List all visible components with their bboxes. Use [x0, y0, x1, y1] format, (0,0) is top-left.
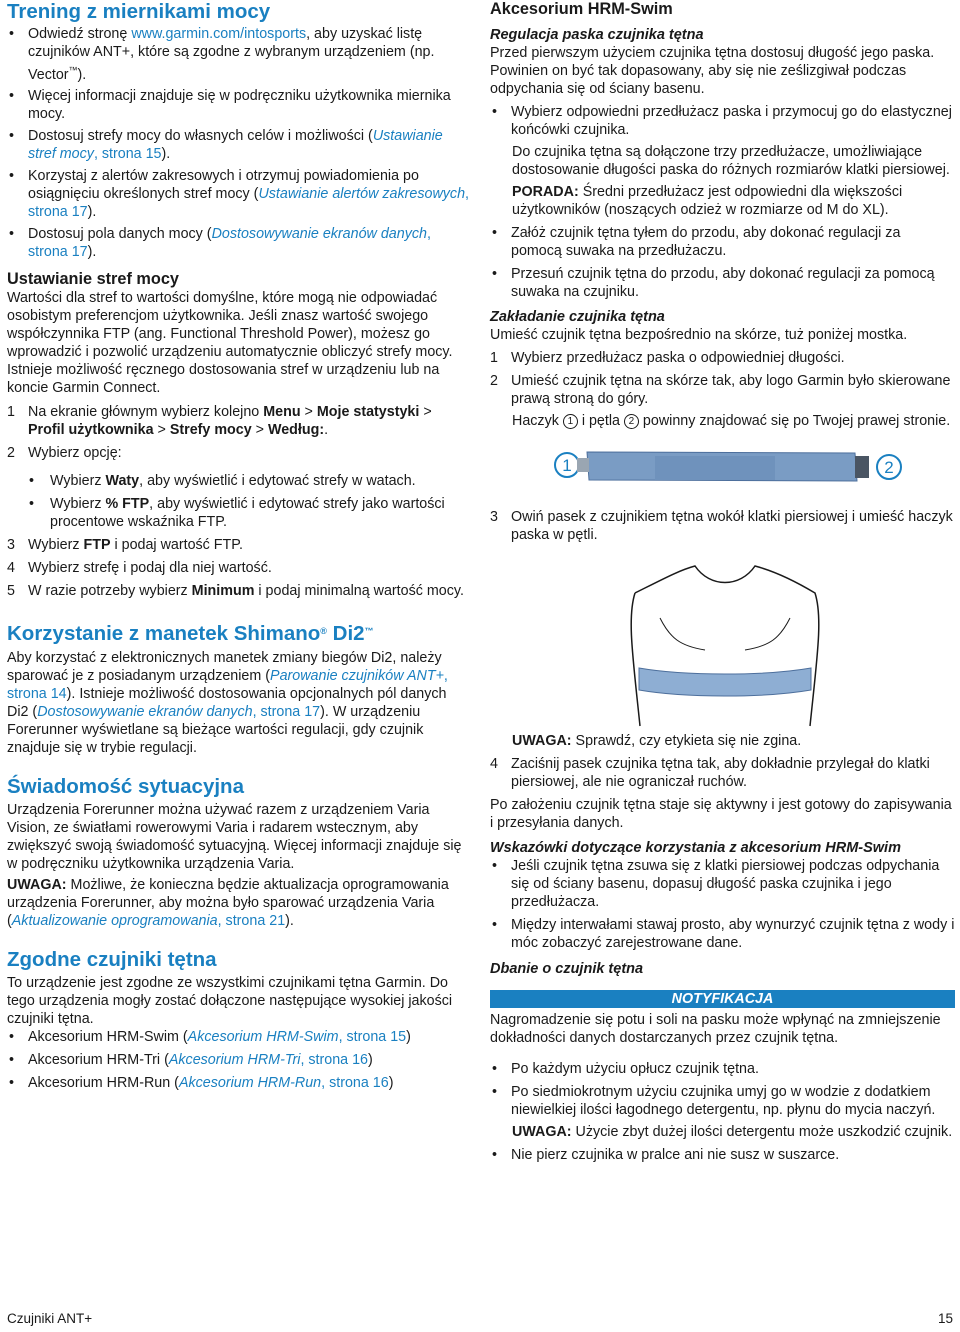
situational-note: UWAGA: Możliwe, że konieczna będzie aktualizacja oprogramowania urządzenia Forerunner, aby można było sparować urządzenia Varia (Aktualizowanie oprogramowania, strona 21). [7, 877, 449, 929]
step-4: 4 Zaciśnij pasek czujnika tętna tak, aby dokładnie przylegał do klatki piersiowej, ale nie ograniczał ruchów. [490, 756, 930, 790]
right-column [490, 0, 955, 1164]
list-item: • Dostosuj strefy mocy do własnych celów i możliwości (Ustawianie stref mocy, strona 15). [7, 127, 469, 163]
notice-para: Nagromadzenie się potu i soli na pasku może wpłynąć na zmniejszenie dokładności danych dostarczanych przez czujnik tętna. [490, 1012, 941, 1046]
list-item: • Nie pierz czujnika w pralce ani nie susz w suszarce. [490, 1146, 955, 1164]
heading-situational-awareness: Świadomość sytuacyjna [7, 775, 244, 798]
step-3: 3 Wybierz FTP i podaj wartość FTP. [7, 537, 243, 553]
torso-illustration [505, 558, 945, 728]
hr-strap-illustration [505, 436, 945, 486]
strap-pod [655, 456, 775, 480]
shimano-para: Aby korzystać z elektronicznych manetek zmiany biegów Di2, należy sparować je z posiadanym urządzeniem (Parowanie czujników ANT+, strona 14). Istnieje możliwość dostosowania opcjonalnych pól danych Di2 (Dostosowywanie ekranów danych, strona 17). W urządzeniu Forerunner wyświetlane są bieżące wartości regulacji, gdy czujnik znajduje się w trybie regulacji. [7, 650, 448, 756]
xref-link[interactable]: Akcesorium HRM-Run [178, 1075, 322, 1091]
xref-link[interactable]: Ustawianie alertów zakresowych [258, 186, 466, 202]
heading-shimano: Korzystanie z manetek Shimano® Di2™ [7, 622, 374, 645]
callout-1-label: 1 [562, 456, 572, 475]
list-item: • Akcesorium HRM-Tri (Akcesorium HRM-Tri, strona 16) [7, 1051, 469, 1069]
compatible-para: To urządzenie jest zgodne ze wszystkimi czujnikami tętna Garmin. Do tego urządzenia mogły zostać dołączone następujące wysokiej jakości czujniki tętna. [7, 975, 453, 1027]
care-list [490, 1060, 955, 1119]
subheading-care: Dbanie o czujnik tętna [490, 961, 644, 977]
subheading-wear: Zakładanie czujnika tętna [490, 309, 665, 325]
detergent-note: UWAGA: Użycie zbyt dużej ilości detergentu może uszkodzić czujnik. [512, 1124, 953, 1140]
tips-list [490, 857, 955, 952]
list-item: • Wybierz Waty, aby wyświetlić i edytować strefy w watach. [7, 472, 469, 490]
active-para: Po założeniu czujnik tętna staje się aktywny i jest gotowy do zapisywania i przesyłania danych. [490, 797, 952, 831]
callout-2-label: 2 [884, 458, 894, 477]
xref-link[interactable]: Parowanie czujników ANT+ [270, 668, 444, 684]
step-1: 1 Wybierz przedłużacz paska o odpowiedniej długości. [490, 350, 845, 366]
step-2: 2 Umieść czujnik tętna na skórze tak, aby logo Garmin było skierowane prawą stroną do góry. [490, 373, 951, 407]
step-5: 5 W razie potrzeby wybierz Minimum i podaj minimalną wartość mocy. [7, 583, 464, 599]
subheading-adjust: Regulacja paska czujnika tętna [490, 27, 704, 43]
list-item: • Przesuń czujnik tętna do przodu, aby dokonać regulacji za pomocą suwaka na czujniku. [490, 265, 955, 301]
xref-link[interactable]: Ustawianie stref mocy [28, 128, 443, 162]
xref-link[interactable]: Akcesorium HRM-Swim [187, 1029, 339, 1045]
adjust-para: Przed pierwszym użyciem czujnika tętna dostosuj długość jego paska. Powinien on być tak dopasowany, aby się nie ześlizgiwał podczas odpychania się od ściany basenu. [490, 45, 935, 97]
xref-link[interactable]: Dostosowywanie ekranów danych [37, 704, 253, 720]
list-item: • Wybierz odpowiedni przedłużacz paska i przymocuj go do elastycznej końcówki czujnika. [490, 103, 955, 139]
subheading-tips: Wskazówki dotyczące korzystania z akcesorium HRM-Swim [490, 840, 901, 856]
power-training-list [7, 25, 469, 261]
xref-link[interactable]: Aktualizowanie oprogramowania [11, 913, 218, 929]
situational-para: Urządzenia Forerunner można używać razem z urządzeniem Varia Vision, ze światłami rowerowymi Varia i radarem wstecznym, aby zwiększyć swoją świadomość sytuacyjną. Więcej informacji znajduje się w podręczniku użytkownika urządzenia Varia. [7, 802, 462, 872]
left-column [7, 0, 469, 1092]
torso-outline [631, 566, 819, 726]
list-item: • Po siedmiokrotnym użyciu czujnika umyj go w wodzie z dodatkiem niewielkiej ilości łagodnego detergentu, np. płynu do mycia naczyń. [490, 1083, 955, 1119]
hr-sensor-list [7, 1028, 469, 1092]
xref-link[interactable]: Akcesorium HRM-Tri [168, 1052, 301, 1068]
list-item: • Więcej informacji znajduje się w podręczniku użytkownika miernika mocy. [7, 87, 469, 123]
step-2: 2 Wybierz opcję: [7, 445, 122, 461]
list-item: • Po każdym użyciu opłucz czujnik tętna. [490, 1060, 955, 1078]
wear-para: Umieść czujnik tętna bezpośrednio na skórze, tuż poniżej mostka. [490, 327, 908, 343]
list-item: • Korzystaj z alertów zakresowych i otrzymuj powiadomienia po osiągnięciu określonych stref mocy (Ustawianie alertów zakresowych, strona 17). [7, 167, 469, 221]
torso-line-right [745, 618, 790, 650]
extenders-para: Do czujnika tętna są dołączone trzy przedłużacze, umożliwiające dostosowanie długości paska do różnych rozmiarów klatki piersiowej. [512, 144, 950, 178]
heading-hrm-swim: Akcesorium HRM-Swim [490, 0, 673, 18]
option-list [7, 472, 469, 531]
step-3: 3 Owiń pasek z czujnikiem tętna wokół klatki piersiowej i umieść haczyk paska w pętli. [490, 509, 953, 543]
list-item: • Wybierz % FTP, aby wyświetlić i edytować strefy jako wartości procentowe wskaźnika FTP. [7, 495, 469, 531]
torso-line-left [660, 618, 705, 650]
tip-para: PORADA: Średni przedłużacz jest odpowiedni dla większości użytkowników (noszących odzież w rozmiarze od M do XL). [512, 184, 903, 218]
step-1: 1 Na ekranie głównym wybierz kolejno Menu > Moje statystyki > Profil użytkownika > Strefy mocy > Według:. [7, 404, 432, 438]
list-item: • Jeśli czujnik tętna zsuwa się z klatki piersiowej podczas odpychania się od ściany basenu, dopasuj długość paska czujnika i jego przedłużacza. [490, 857, 955, 911]
heading-power-zones: Ustawianie stref mocy [7, 270, 179, 288]
callout-2-icon: 2 [624, 414, 639, 429]
footer-page-number: 15 [937, 1311, 953, 1326]
step-4: 4 Wybierz strefę i podaj dla niej wartość. [7, 560, 272, 576]
garmin-link[interactable]: www.garmin.com/intosports [131, 26, 307, 42]
heading-power-training: Trening z miernikami mocy [7, 0, 271, 23]
list-item: • Akcesorium HRM-Swim (Akcesorium HRM-Swim, strona 15) [7, 1028, 469, 1046]
callout-1-icon: 1 [563, 414, 578, 429]
strap-hook [577, 458, 589, 472]
adjust-list-2 [490, 224, 955, 301]
footer-section-title: Czujniki ANT+ [7, 1311, 93, 1326]
heading-compatible-hr: Zgodne czujniki tętna [7, 948, 217, 971]
list-item: • Między interwałami stawaj prosto, aby wynurzyć czujnik tętna z wody i móc zobaczyć zarejestrowane dane. [490, 916, 955, 952]
label-note: UWAGA: Sprawdź, czy etykieta się nie zgina. [512, 733, 802, 749]
list-item: • Załóż czujnik tętna tyłem do przodu, aby dokonać regulacji za pomocą suwaka na przedłużaczu. [490, 224, 955, 260]
care-list-2 [490, 1146, 955, 1164]
xref-link[interactable]: Dostosowywanie ekranów danych [211, 226, 427, 242]
list-item: • Akcesorium HRM-Run (Akcesorium HRM-Run, strona 16) [7, 1074, 469, 1092]
hook-loop-para: Haczyk 1 i pętla 2 powinny znajdować się po Twojej prawej stronie. [512, 413, 951, 429]
chest-strap [639, 668, 811, 696]
notice-banner: NOTYFIKACJA [490, 990, 955, 1008]
power-zones-para: Wartości dla stref to wartości domyślne, które mogą nie odpowiadać osobistym preferencjom użytkownika. Jeśli znasz wartość swojego współczynnika FTP (ang. Functional Threshold Power), możesz go wprowadzić i pozwolić urządzeniu automatycznie obliczyć strefy mocy. Istnieje możliwość ręcznego dostosowania stref w urządzeniu lub na koncie Garmin Connect. [7, 290, 453, 396]
list-item: • Odwiedź stronę www.garmin.com/intosports, aby uzyskać listę czujników ANT+, które są zgodne z wybranym urządzeniem (np. Vector™). [7, 25, 469, 84]
strap-loop [855, 456, 869, 478]
adjust-list [490, 103, 955, 139]
list-item: • Dostosuj pola danych mocy (Dostosowywanie ekranów danych, strona 17). [7, 225, 469, 261]
